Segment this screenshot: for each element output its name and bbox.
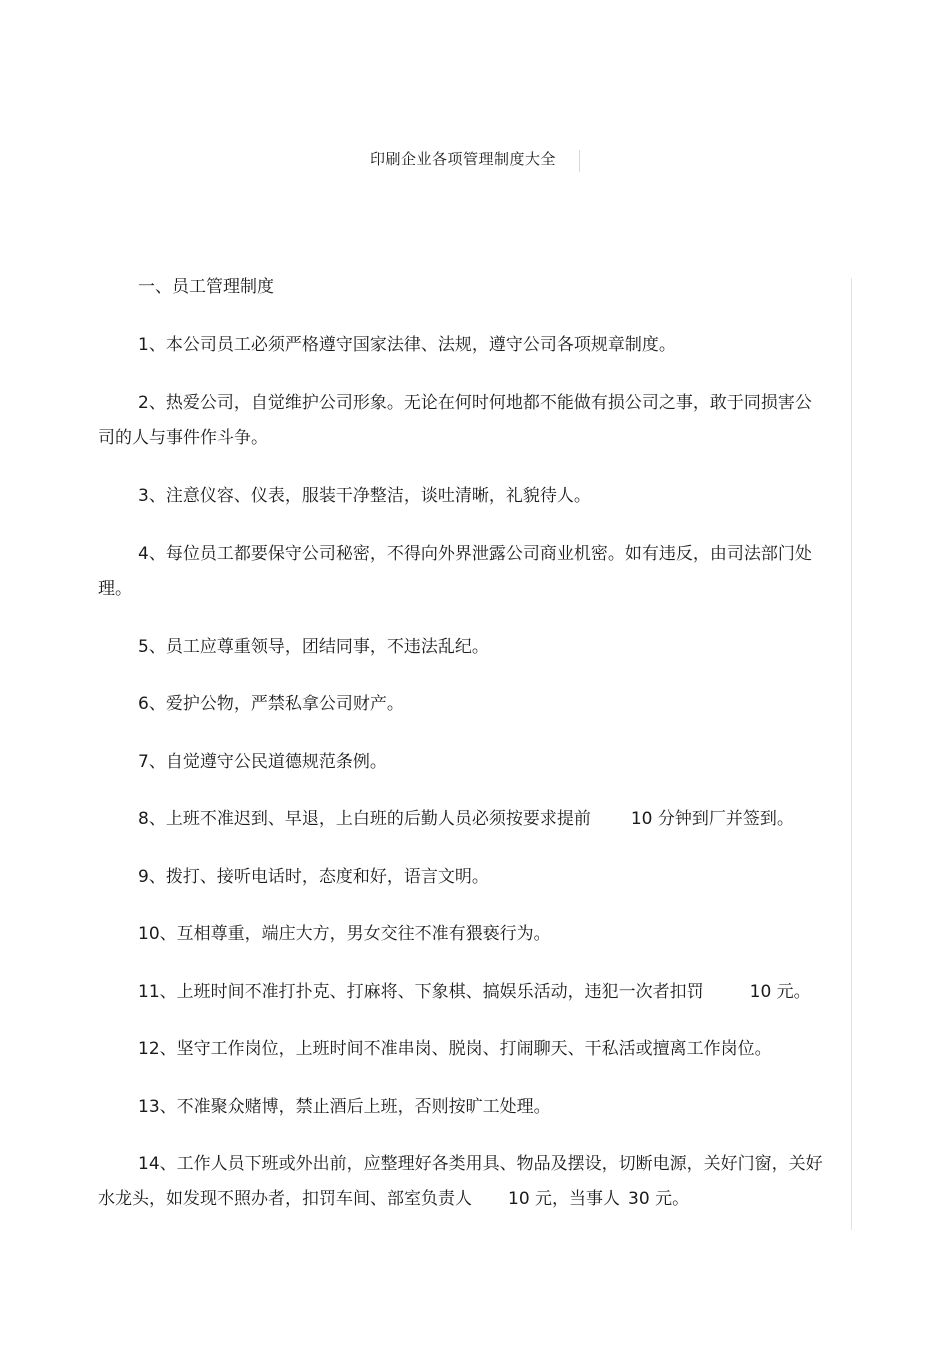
item-8 xyxy=(98,802,826,837)
item-text-cont-2: 30 元。 xyxy=(628,1189,690,1209)
item-14 xyxy=(98,1147,826,1217)
item-4 xyxy=(98,537,826,607)
document-title: 印刷企业各项管理制度大全 xyxy=(370,150,557,168)
item-text-cont: 10 分钟到厂并签到。 xyxy=(630,809,794,829)
item-3 xyxy=(98,479,826,514)
item-text: 7、自觉遵守公民道德规范条例。 xyxy=(138,752,387,772)
item-9 xyxy=(98,860,826,895)
title-divider xyxy=(579,150,580,172)
item-text: 9、拨打、接听电话时，态度和好，语言文明。 xyxy=(138,867,489,887)
item-text-cont: 10 元。 xyxy=(749,982,811,1002)
item-12 xyxy=(98,1032,826,1067)
item-6 xyxy=(98,687,826,722)
margin-line xyxy=(851,278,852,1230)
item-text: 2、热爱公司，自觉维护公司形象。无论在何时何地都不能做有损公司之事，敢于同损害公司的人与事件作斗争。 xyxy=(98,393,812,448)
item-text: 5、员工应尊重领导，团结同事，不违法乱纪。 xyxy=(138,637,489,657)
item-text: 1、本公司员工必须严格遵守国家法律、法规，遵守公司各项规章制度。 xyxy=(138,335,676,355)
item-7 xyxy=(98,745,826,780)
item-text-cont: 10 元，当事人 xyxy=(508,1189,621,1209)
item-text: 3、注意仪容、仪表，服装干净整洁，谈吐清晰，礼貌待人。 xyxy=(138,486,591,506)
item-13 xyxy=(98,1090,826,1125)
item-1 xyxy=(98,328,826,363)
item-text: 12、坚守工作岗位，上班时间不准串岗、脱岗、打闹聊天、干私活或擅离工作岗位。 xyxy=(138,1039,772,1059)
item-text: 6、爱护公物，严禁私拿公司财产。 xyxy=(138,694,404,714)
section-heading: 一、员工管理制度 xyxy=(138,277,274,297)
item-text: 11、上班时间不准打扑克、打麻将、下象棋、搞娱乐活动，违犯一次者扣罚 xyxy=(138,982,704,1002)
item-11 xyxy=(98,975,826,1010)
section-block xyxy=(98,270,826,305)
item-text: 4、每位员工都要保守公司秘密，不得向外界泄露公司商业机密。如有违反，由司法部门处理。 xyxy=(98,544,812,599)
item-10 xyxy=(98,917,826,952)
item-5 xyxy=(98,630,826,665)
item-text: 13、不准聚众赌博，禁止酒后上班，否则按旷工处理。 xyxy=(138,1097,551,1117)
item-text: 14、工作人员下班或外出前，应整理好各类用具、物品及摆设，切断电源，关好门窗，关好水龙头，如发现不照办者，扣罚车间、部室负责人 xyxy=(98,1154,823,1209)
item-text: 10、互相尊重，端庄大方，男女交往不准有猥亵行为。 xyxy=(138,924,551,944)
item-text: 8、上班不准迟到、早退，上白班的后勤人员必须按要求提前 xyxy=(138,809,591,829)
item-2 xyxy=(98,386,826,456)
